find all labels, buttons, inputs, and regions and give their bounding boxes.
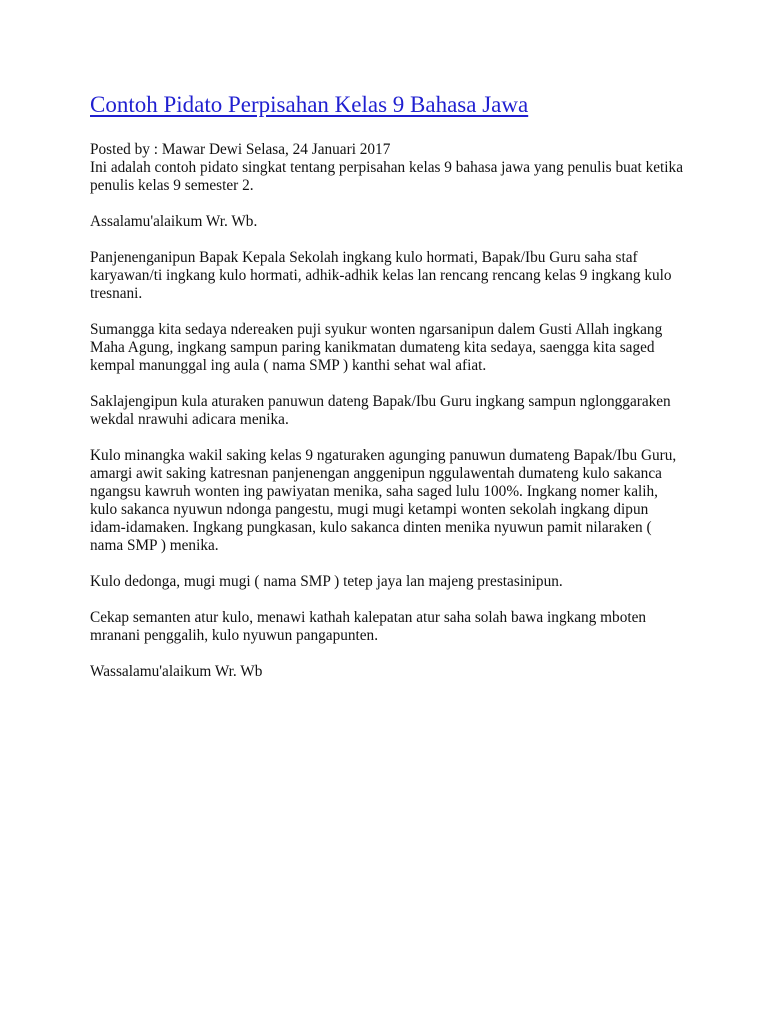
closing-greeting xyxy=(90,663,690,681)
paragraph-line: Kulo minangka wakil saking kelas 9 ngaturaken agunging panuwun dumateng Bapak/Ibu Guru, xyxy=(90,447,677,464)
intro-line: Ini adalah contoh pidato singkat tentang perpisahan kelas 9 bahasa jawa yang penulis buat ketika xyxy=(90,159,683,176)
paragraph-line: Cekap semanten atur kulo, menawi kathah kalepatan atur saha solah bawa ingkang mboten xyxy=(90,609,647,626)
greeting-line: Assalamu'alaikum Wr. Wb. xyxy=(90,213,258,230)
paragraph-line: wekdal nrawuhi adicara menika. xyxy=(90,411,289,428)
representative-paragraph xyxy=(90,447,690,555)
title-link[interactable]: Contoh Pidato Perpisahan Kelas 9 Bahasa Jawa xyxy=(90,92,529,117)
document-page xyxy=(90,90,690,681)
intro-line: penulis kelas 9 semester 2. xyxy=(90,177,254,194)
paragraph-line: mranani penggalih, kulo nyuwun pangapunten. xyxy=(90,627,379,644)
closing-paragraph xyxy=(90,609,690,645)
thanks-teachers-paragraph xyxy=(90,393,690,429)
salutation-paragraph xyxy=(90,249,690,303)
paragraph-line: amargi awit saking katresnan panjenengan anggenipun nggulawentah dumateng kulo sakanca xyxy=(90,465,662,482)
paragraph-line: idam-idamaken. Ingkang pungkasan, kulo sakanca dinten menika nyuwun pamit nilaraken ( xyxy=(90,519,652,536)
paragraph-line: karyawan/ti ingkang kulo hormati, adhik-adhik kelas lan rencang rencang kelas 9 ingkang kulo xyxy=(90,267,672,284)
paragraph-line: Kulo dedonga, mugi mugi ( nama SMP ) tetep jaya lan majeng prestasinipun. xyxy=(90,573,563,590)
paragraph-line: Maha Agung, ingkang sampun paring kanikmatan dumateng kita sedaya, saengga kita saged xyxy=(90,339,655,356)
paragraph-line: ngangsu kawruh wonten ing pawiyatan menika, saha saged lulu 100%. Ingkang nomer kalih, xyxy=(90,483,658,500)
paragraph-line: nama SMP ) menika. xyxy=(90,537,219,554)
paragraph-line: kempal manunggal ing aula ( nama SMP ) kanthi sehat wal afiat. xyxy=(90,357,487,374)
paragraph-line: Sumangga kita sedaya ndereaken puji syukur wonten ngarsanipun dalem Gusti Allah ingkang xyxy=(90,321,663,338)
gratitude-paragraph xyxy=(90,321,690,375)
opening-greeting xyxy=(90,213,690,231)
paragraph-line: kulo sakanca nyuwun ndonga pangestu, mugi mugi ketampi wonten sekolah ingkang dipun xyxy=(90,501,649,518)
page-title xyxy=(90,90,690,120)
paragraph-line: Saklajengipun kula aturaken panuwun dateng Bapak/Ibu Guru ingkang sampun nglonggaraken xyxy=(90,393,671,410)
greeting-line: Wassalamu'alaikum Wr. Wb xyxy=(90,663,263,680)
posted-by-line: Posted by : Mawar Dewi Selasa, 24 Januari 2017 xyxy=(90,141,391,158)
paragraph-line: Panjenenganipun Bapak Kepala Sekolah ingkang kulo hormati, Bapak/Ibu Guru saha staf xyxy=(90,249,638,266)
prayer-paragraph xyxy=(90,573,690,591)
posted-by-paragraph xyxy=(90,141,690,195)
paragraph-line: tresnani. xyxy=(90,285,143,302)
